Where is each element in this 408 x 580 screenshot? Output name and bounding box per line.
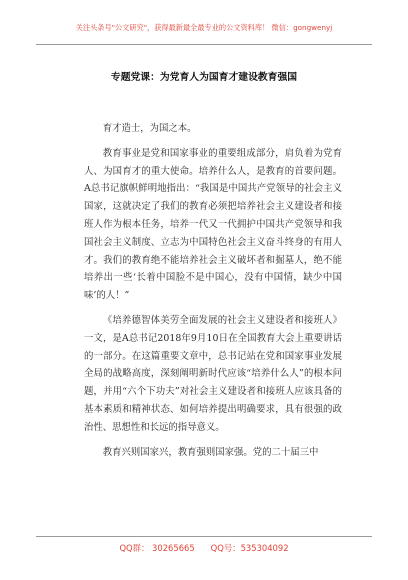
paragraph: 《培养德智体美劳全面发展的社会主义建设者和接班人》一文，是A总书记2018年9月10日在全国教育大会上重要讲话的一部分。在这篇重要文章中，总书记站在党和国家事业发展全局的战略高度，深刻阐明新时代应该“培养什么人”的根本问题，并用“六个下功夫”对社会主义建设者和接班人应该具备的基本素质和精神状态、如何培养提出明确要求，具有很强的政治性、思想性和长远的指导意义。 [84,314,342,433]
document-title: 专题党课：为党育人为国育才建设教育强国 [110,72,298,83]
paragraph: 教育事业是党和国家事业的重要组成部分，肩负着为党育人、为国育才的重大使命。培养什么人，是教育的首要问题。A总书记旗帜鲜明地指出：“我国是中国共产党领导的社会主义国家，这就决定了我们的教育必须把培养社会主义建设者和接班人作为根本任务，培养一代又一代拥护中国共产党领导和我国社会主义制度、立志为中国特色社会主义奋斗终身的有用人才。我们的教育绝不能培养社会主义破坏者和掘墓人，绝不能培养出一些‘长着中国脸不是中国心，没有中国情，缺少中国味’的人！” [84,147,342,302]
paragraph: 教育兴则国家兴，教育强则国家强。党的二十届三中 [102,446,319,458]
header-promo-text: 关注头条号"公文研究"，获得最新最全最专业的公文资料库！ 微信：gongwenyj [75,23,333,32]
footer-contact-text: QQ群： 30265665 QQ号：535304092 [119,543,289,553]
header-divider [36,44,372,45]
paragraph: 育才造士，为国之本。 [102,123,197,134]
document-body [84,120,342,468]
footer-divider [36,536,372,537]
